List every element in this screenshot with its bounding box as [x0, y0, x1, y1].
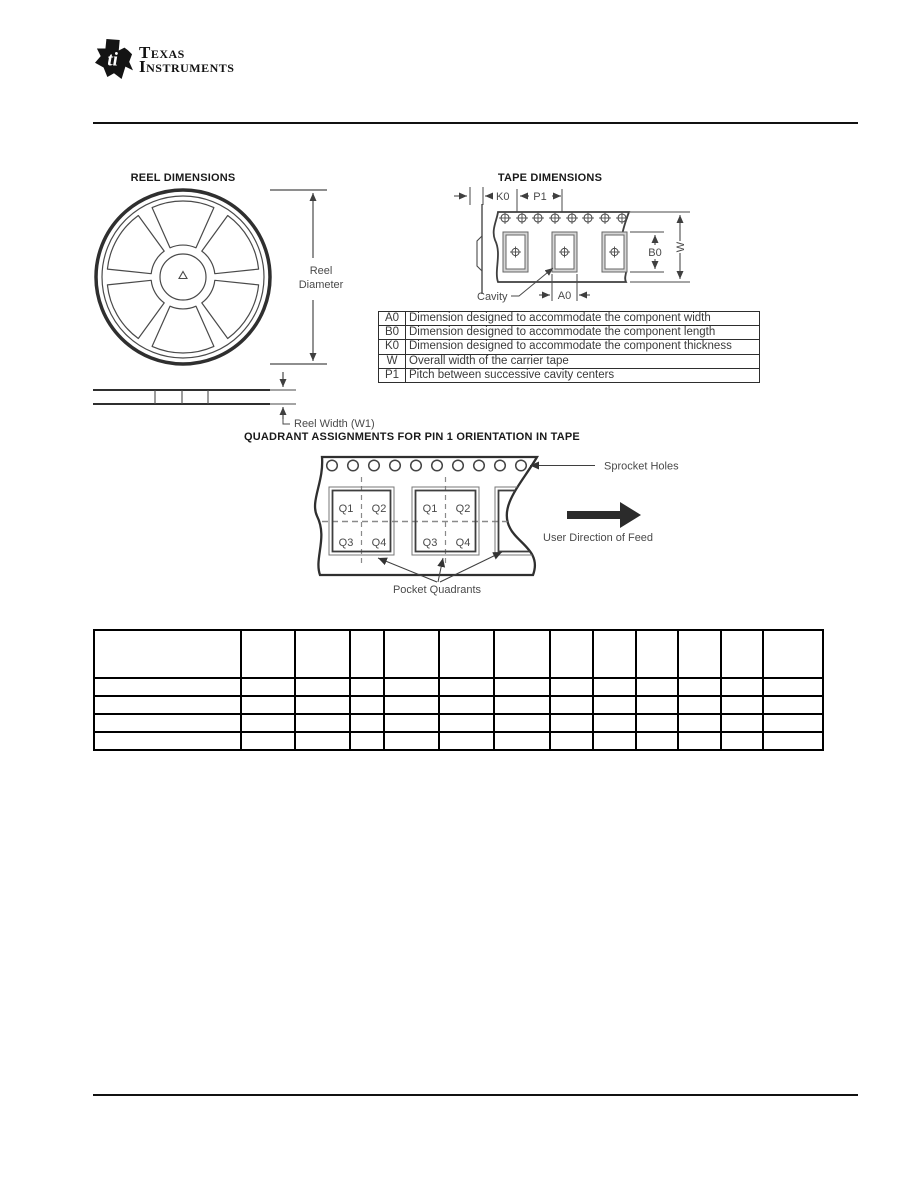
spec-header-cell — [241, 630, 295, 678]
tape-reel-spec-table — [93, 629, 824, 751]
quadrant-label-q3: Q3 — [338, 537, 354, 549]
brand-name-line1: Texas — [139, 43, 185, 62]
spec-cell — [350, 714, 384, 732]
spec-row — [94, 678, 823, 696]
dim-code: W — [379, 354, 406, 368]
spec-header-cell — [763, 630, 823, 678]
reel-diagram — [85, 158, 385, 432]
quadrant-label-q1: Q1 — [338, 503, 354, 515]
dimension-definitions-table — [378, 311, 760, 383]
dim-code: P1 — [379, 368, 406, 382]
spec-cell — [763, 678, 823, 696]
spec-cell — [439, 714, 494, 732]
spec-cell — [721, 696, 763, 714]
spec-header-cell — [295, 630, 350, 678]
quadrant-tape — [315, 457, 537, 575]
p1-label: P1 — [533, 191, 547, 203]
spec-cell — [550, 714, 593, 732]
spec-cell — [494, 732, 550, 750]
spec-cell — [384, 678, 439, 696]
spec-cell — [636, 678, 678, 696]
spec-cell — [721, 732, 763, 750]
spec-header-cell — [636, 630, 678, 678]
w-label: W — [675, 241, 687, 253]
b0-label: B0 — [648, 247, 662, 259]
brand-name-line2: Instruments — [139, 57, 235, 76]
spec-cell — [384, 732, 439, 750]
spec-cell — [94, 678, 241, 696]
tape-pockets — [503, 232, 627, 272]
spec-cell — [350, 678, 384, 696]
spec-header-cell — [439, 630, 494, 678]
definition-row — [379, 368, 760, 382]
spec-cell — [295, 714, 350, 732]
ti-monogram: ti — [107, 49, 118, 71]
feed-direction-label: User Direction of Feed — [543, 532, 654, 544]
spec-cell — [439, 696, 494, 714]
definition-row — [379, 340, 760, 354]
dim-description: Dimension designed to accommodate the component width — [406, 312, 760, 326]
spec-cell — [763, 732, 823, 750]
spec-cell — [550, 732, 593, 750]
cavity-label: Cavity — [477, 291, 508, 303]
pocket-quadrants-label: Pocket Quadrants — [392, 584, 482, 596]
spec-header-row — [94, 630, 823, 678]
spec-cell — [94, 732, 241, 750]
spec-header-cell — [94, 630, 241, 678]
quadrant-diagram — [240, 446, 710, 598]
spec-cell — [295, 696, 350, 714]
spec-cell — [384, 696, 439, 714]
spec-header-cell — [721, 630, 763, 678]
texas-icon — [95, 38, 133, 80]
spec-cell — [384, 714, 439, 732]
reel-width-label: Reel Width (W1) — [294, 418, 375, 430]
spec-cell — [678, 678, 721, 696]
spec-cell — [636, 714, 678, 732]
spec-header-cell — [350, 630, 384, 678]
spec-header-cell — [494, 630, 550, 678]
spec-cell — [678, 732, 721, 750]
spec-cell — [593, 696, 636, 714]
spec-header-cell — [593, 630, 636, 678]
dim-description: Dimension designed to accommodate the component thickness — [406, 340, 760, 354]
bottom-rule — [93, 1094, 858, 1096]
dim-description: Overall width of the carrier tape — [406, 354, 760, 368]
feed-direction-arrow — [567, 502, 641, 528]
spec-cell — [593, 732, 636, 750]
sprocket-holes-label: Sprocket Holes — [604, 460, 679, 473]
spec-cell — [763, 714, 823, 732]
spec-cell — [636, 696, 678, 714]
reel-diameter-label-line2: Diameter — [298, 279, 344, 291]
spec-cell — [94, 696, 241, 714]
k0-label: K0 — [496, 191, 510, 203]
spec-header-cell — [550, 630, 593, 678]
tape-dimensions-title: TAPE DIMENSIONS — [497, 172, 603, 184]
spec-cell — [550, 696, 593, 714]
dim-code: K0 — [379, 340, 406, 354]
tape-diagram — [440, 158, 770, 323]
spec-cell — [636, 732, 678, 750]
reel-dimensions-title: REEL DIMENSIONS — [130, 172, 236, 184]
spec-cell — [439, 732, 494, 750]
quadrant-assignments-title: QUADRANT ASSIGNMENTS FOR PIN 1 ORIENTATION IN TAPE — [244, 431, 580, 443]
dim-description: Pitch between successive cavity centers — [406, 368, 760, 382]
quadrant-label-q4: Q4 — [455, 537, 471, 549]
spec-cell — [721, 714, 763, 732]
quadrant-label-q2: Q2 — [455, 503, 471, 515]
spec-header-cell — [384, 630, 439, 678]
spec-cell — [439, 678, 494, 696]
spec-cell — [494, 678, 550, 696]
spec-cell — [94, 714, 241, 732]
a0-label: A0 — [557, 290, 572, 302]
spec-cell — [494, 696, 550, 714]
spec-cell — [678, 696, 721, 714]
spec-cell — [241, 714, 295, 732]
spec-cell — [350, 696, 384, 714]
spec-row — [94, 696, 823, 714]
spec-header-cell — [678, 630, 721, 678]
spec-cell — [241, 678, 295, 696]
spec-row — [94, 714, 823, 732]
spec-cell — [494, 714, 550, 732]
spec-cell — [721, 678, 763, 696]
spec-cell — [593, 678, 636, 696]
dim-code: A0 — [379, 312, 406, 326]
brand-logo — [95, 38, 234, 80]
quadrant-label-q2: Q2 — [371, 503, 387, 515]
quadrant-label-q3: Q3 — [422, 537, 438, 549]
tape-side-profile — [477, 236, 482, 271]
spec-cell — [593, 714, 636, 732]
spec-cell — [241, 696, 295, 714]
brand-name — [139, 43, 235, 80]
spec-cell — [678, 714, 721, 732]
spec-cell — [241, 732, 295, 750]
dim-code: B0 — [379, 326, 406, 340]
quadrant-label-q4: Q4 — [371, 537, 387, 549]
definition-row — [379, 354, 760, 368]
reel-diameter-label-line1: Reel — [309, 265, 333, 277]
spec-cell — [295, 732, 350, 750]
spec-cell — [550, 678, 593, 696]
spec-cell — [350, 732, 384, 750]
dim-description: Dimension designed to accommodate the component length — [406, 326, 760, 340]
definition-row — [379, 326, 760, 340]
spec-cell — [763, 696, 823, 714]
spec-cell — [295, 678, 350, 696]
spec-row — [94, 732, 823, 750]
quadrant-label-q1: Q1 — [422, 503, 438, 515]
top-rule — [93, 122, 858, 124]
definition-row — [379, 312, 760, 326]
